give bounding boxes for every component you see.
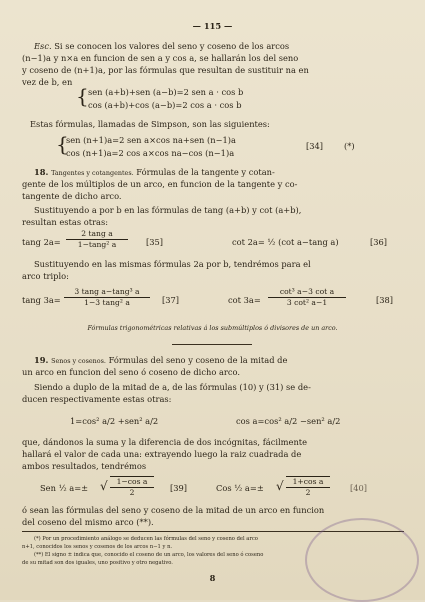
sen-half-fraction (110, 476, 154, 496)
sec19-line-1 (34, 356, 287, 364)
sec19-line-8: ó sean las fórmulas del seno y coseno de la mitad de un arco en funcion (22, 505, 325, 515)
caption-rule (172, 344, 252, 345)
esc-label: Esc. (34, 41, 52, 51)
sec18-line-4: Sustituyendo a por b en las fórmulas de tang (a+b) y cot (a+b), (34, 205, 302, 215)
sec18-title: Tangentes y cotangentes. (51, 169, 134, 177)
sec19-line-4: ducen respectivamente estas otras: (22, 394, 172, 404)
cos-half-lhs: Cos ½ a=± (216, 483, 264, 493)
simpson-ref: [34] (306, 141, 324, 151)
cot2-ref: [36] (370, 237, 388, 247)
cos-half-denominator: 2 (305, 487, 311, 497)
cot3-ref: [38] (376, 295, 394, 305)
sec18-text-1: Fórmulas de la tangente y cotan- (136, 167, 275, 177)
section-caption: Fórmulas trigonométricas relativas á los submúltiplos ó divisores de un arco. (87, 324, 338, 332)
simpson-eq-bottom: cos (n+1)a=2 cos a×cos na−cos (n−1)a (66, 148, 235, 158)
cos-half-fraction (286, 476, 330, 496)
sec19-number: 19. (34, 355, 49, 365)
esc-line-4: vez de b, en (22, 77, 73, 87)
library-stamp (305, 518, 419, 602)
footnote-2b: de su mitad son dos iguales, uno positivo y otro negativo. (22, 560, 173, 566)
cos-half-numerator: 1+cos a (292, 477, 324, 486)
tang3-numerator: 3 tang a−tang³ a (74, 287, 140, 296)
esc-text-1: Si se conocen los valores del seno y coseno de los arcos (54, 41, 290, 51)
sen-half-radical: √ (100, 479, 108, 493)
esc-line-3: y coseno de (n+1)a, por las fórmulas que resultan de sustituir na en (22, 65, 309, 75)
sec19-eq-left: 1=cos² a/2 +sen² a/2 (70, 416, 159, 426)
simpson-eq-top: sen (n+1)a=2 sen a×cos na+sen (n−1)a (66, 135, 236, 145)
sec18-line-7: arco triplo: (22, 271, 69, 281)
brace-esc: { (76, 84, 89, 108)
sec18-line-6: Sustituyendo en las mismas fórmulas 2a por b, tendrémos para el (34, 259, 311, 269)
footnote-1b: n+1, conocidos los senos y cosenos de los arcos n−1 y n. (22, 544, 173, 550)
cos-half-ref: [40] (350, 483, 368, 493)
sec18-line-5: resultan estas otras: (22, 217, 109, 227)
cot2-eq: cot 2a= ½ (cot a−tang a) (232, 237, 339, 247)
tang2-denominator: 1−tang² a (77, 239, 117, 249)
cot3-denominator: 3 cot² a−1 (286, 297, 328, 307)
sec19-line-9: del coseno del mismo arco (**). (22, 517, 154, 527)
simpson-intro: Estas fórmulas, llamadas de Simpson, son las siguientes: (30, 119, 270, 129)
sen-half-ref: [39] (170, 483, 188, 493)
cot3-numerator: cot³ a−3 cot a (279, 287, 335, 296)
sec19-line-3: Siendo a duplo de la mitad de a, de las fórmulas (10) y (31) se de- (34, 382, 311, 392)
footnote-2a: (**) El signo ± indica que, conocido el coseno de un arco, los valores del seno ó coseno (34, 552, 264, 558)
sec18-line-3: tangente de dicho arco. (22, 191, 122, 201)
tang2-ref: [35] (146, 237, 164, 247)
brace-simpson: { (56, 132, 69, 156)
sen-half-denominator: 2 (129, 487, 135, 497)
sen-half-lhs: Sen ½ a=± (40, 483, 89, 493)
sec19-line-2: un arco en funcion del seno ó coseno de dicho arco. (22, 367, 241, 377)
esc-line-2: (n−1)a y n×a en funcion de sen a y cos a, se hallarán los del seno (22, 53, 299, 63)
sec18-number: 18. (34, 167, 49, 177)
esc-eq-bottom: cos (a+b)+cos (a−b)=2 cos a · cos b (88, 100, 242, 110)
tang3-lhs: tang 3a= (22, 295, 61, 305)
sec18-line-2: gente de los múltiplos de un arco, en funcion de la tangente y co- (22, 179, 298, 189)
sec19-title: Senos y cosenos. (51, 357, 106, 365)
sec19-line-6: hallará el valor de cada una: extrayendo luego la raiz cuadrada de (22, 449, 302, 459)
esc-line-1 (34, 42, 289, 50)
sec19-text-1: Fórmulas del seno y coseno de la mitad de (108, 355, 288, 365)
tang3-fraction (64, 288, 150, 306)
tang2-numerator: 2 tang a (81, 229, 113, 238)
sec19-line-7: ambos resultados, tendrémos (22, 461, 147, 471)
page-number: — 115 — (192, 21, 233, 31)
cos-half-radical: √ (276, 479, 284, 493)
esc-eq-top: sen (a+b)+sen (a−b)=2 sen a · cos b (88, 87, 244, 97)
sec19-eq-right: cos a=cos² a/2 −sen² a/2 (236, 416, 341, 426)
tang2-fraction (66, 230, 128, 248)
sec19-line-5: que, dándonos la suma y la diferencia de dos incógnitas, fácilmente (22, 437, 308, 447)
cot3-fraction (268, 288, 346, 306)
footnote-1a: (*) Por un procedimiento análogo se deducen las fórmulas del seno y coseno del arco (34, 536, 258, 542)
simpson-note-mark: (*) (344, 141, 355, 151)
sec18-line-1 (34, 168, 275, 176)
tang3-ref: [37] (162, 295, 180, 305)
sen-half-numerator: 1−cos a (116, 477, 148, 486)
signature-mark: 8 (209, 573, 216, 583)
tang2-lhs: tang 2a= (22, 237, 61, 247)
tang3-denominator: 1−3 tang² a (84, 297, 130, 307)
cot3-lhs: cot 3a= (228, 295, 261, 305)
